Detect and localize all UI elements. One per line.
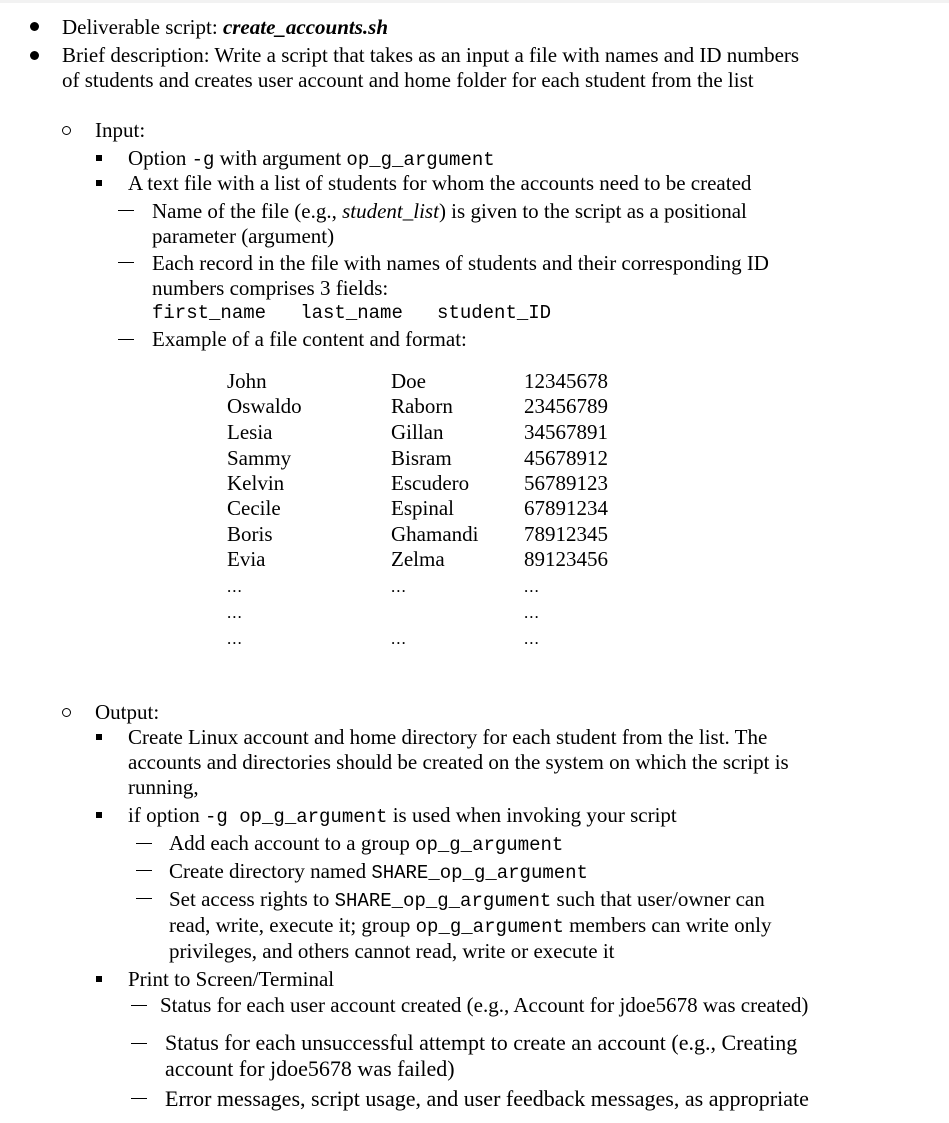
top-border: [0, 0, 949, 3]
set-line2-prefix: read, write, execute it; group: [169, 913, 416, 937]
dash: [118, 262, 134, 263]
bullet-circle: [62, 126, 71, 135]
student-first: Lesia: [227, 420, 273, 444]
option-flag: -g: [191, 149, 215, 171]
set-line-3: privileges, and others cannot read, write or execute it: [169, 939, 615, 963]
bullet-square: [96, 734, 102, 740]
record-line-2: numbers comprises 3 fields:: [152, 276, 389, 300]
student-id: 12345678: [524, 369, 608, 393]
status-ok-line: Status for each user account created (e.g., Account for jdoe5678 was created): [160, 993, 809, 1017]
status-fail-line-1: Status for each unsuccessful attempt to create an account (e.g., Creating: [165, 1030, 798, 1055]
example-line: Example of a file content and format:: [152, 327, 467, 351]
ifopt-line: [128, 803, 677, 830]
student-last: Doe: [391, 369, 426, 393]
ellipsis: ...: [227, 577, 243, 596]
student-id: 56789123: [524, 471, 608, 495]
student-first: Boris: [227, 522, 273, 546]
add-prefix: Add each account to a group: [169, 831, 416, 855]
name-prefix: Name of the file (e.g.,: [152, 199, 343, 223]
ellipsis: ...: [524, 603, 540, 622]
ellipsis: ...: [391, 629, 407, 648]
ifopt-suffix: is used when invoking your script: [387, 803, 677, 827]
student-first: Evia: [227, 547, 266, 571]
bullet-square: [96, 180, 102, 186]
student-last: Gillan: [391, 420, 444, 444]
create-line-3: running,: [128, 775, 199, 799]
option-arg: op_g_argument: [346, 149, 495, 171]
ifopt-code: -g op_g_argument: [205, 806, 388, 828]
errors-line: Error messages, script usage, and user feedback messages, as appropriate: [165, 1086, 809, 1111]
name-italic: student_list: [342, 199, 439, 223]
student-first: Sammy: [227, 446, 292, 470]
name-line-2: parameter (argument): [152, 224, 335, 248]
student-id: 45678912: [524, 446, 608, 470]
bullet-dot: [30, 51, 39, 60]
dash: [118, 210, 134, 211]
bullet-square: [96, 155, 102, 161]
student-last: Zelma: [391, 547, 445, 571]
student-id: 67891234: [524, 496, 608, 520]
deliverable-label: Deliverable script:: [62, 15, 223, 39]
set-suffix: such that user/owner can: [551, 887, 765, 911]
dir-code: SHARE_op_g_argument: [371, 862, 588, 884]
dash: [136, 843, 152, 844]
brief-line-1: Brief description: Write a script that takes as an input a file with names and ID numbers: [62, 43, 800, 67]
set-line2-code: op_g_argument: [415, 916, 564, 938]
dash: [136, 870, 152, 871]
student-last: Bisram: [391, 446, 452, 470]
student-id: 23456789: [524, 394, 608, 418]
bullet-square: [96, 812, 102, 818]
deliverable-line: [62, 15, 388, 40]
set-line-2: [169, 913, 772, 940]
dash: [131, 1098, 147, 1099]
status-fail-line-2: account for jdoe5678 was failed): [165, 1056, 455, 1081]
student-id: 78912345: [524, 522, 608, 546]
ellipsis: ...: [227, 629, 243, 648]
option-line: [128, 146, 495, 173]
student-first: John: [227, 369, 267, 393]
student-id: 89123456: [524, 547, 608, 571]
dash: [131, 1043, 147, 1044]
option-mid: with argument: [214, 146, 347, 170]
ifopt-prefix: if option: [128, 803, 205, 827]
set-code: SHARE_op_g_argument: [334, 890, 552, 912]
name-line-1: [152, 199, 747, 224]
ellipsis: ...: [524, 629, 540, 648]
ellipsis: ...: [227, 603, 243, 622]
bullet-square: [96, 976, 102, 982]
student-last: Escudero: [391, 471, 470, 495]
record-line-1: Each record in the file with names of students and their corresponding ID: [152, 251, 769, 275]
name-suffix: ) is given to the script as a positional: [438, 199, 747, 223]
dash: [136, 898, 152, 899]
deliverable-file: create_accounts.sh: [222, 15, 389, 39]
dash: [118, 339, 134, 340]
ellipsis: ...: [391, 577, 407, 596]
print-heading: Print to Screen/Terminal: [128, 967, 335, 991]
student-last: Ghamandi: [391, 522, 479, 546]
option-prefix: Option: [128, 146, 192, 170]
brief-line-2: of students and creates user account and home folder for each student from the list: [62, 68, 754, 92]
bullet-circle: [62, 708, 71, 717]
set-prefix: Set access rights to: [169, 887, 335, 911]
add-line: [169, 831, 563, 858]
dir-prefix: Create directory named: [169, 859, 372, 883]
output-heading: Output:: [95, 700, 160, 724]
student-first: Oswaldo: [227, 394, 302, 418]
textfile-line: A text file with a list of students for whom the accounts need to be created: [128, 171, 752, 195]
bullet-dot: [30, 22, 39, 31]
dir-line: [169, 859, 588, 886]
dash: [131, 1005, 147, 1006]
set-line2-suffix: members can write only: [563, 913, 772, 937]
create-line-2: accounts and directories should be created on the system on which the script is: [128, 750, 789, 774]
student-last: Raborn: [391, 394, 453, 418]
student-first: Cecile: [227, 496, 281, 520]
fields-line: first_name last_name student_ID: [152, 302, 552, 324]
set-line-1: [169, 887, 765, 914]
ellipsis: ...: [524, 577, 540, 596]
student-first: Kelvin: [227, 471, 285, 495]
add-code: op_g_argument: [415, 834, 564, 856]
input-heading: Input:: [95, 118, 146, 142]
student-last: Espinal: [391, 496, 454, 520]
create-line-1: Create Linux account and home directory for each student from the list. The: [128, 725, 768, 749]
student-id: 34567891: [524, 420, 608, 444]
